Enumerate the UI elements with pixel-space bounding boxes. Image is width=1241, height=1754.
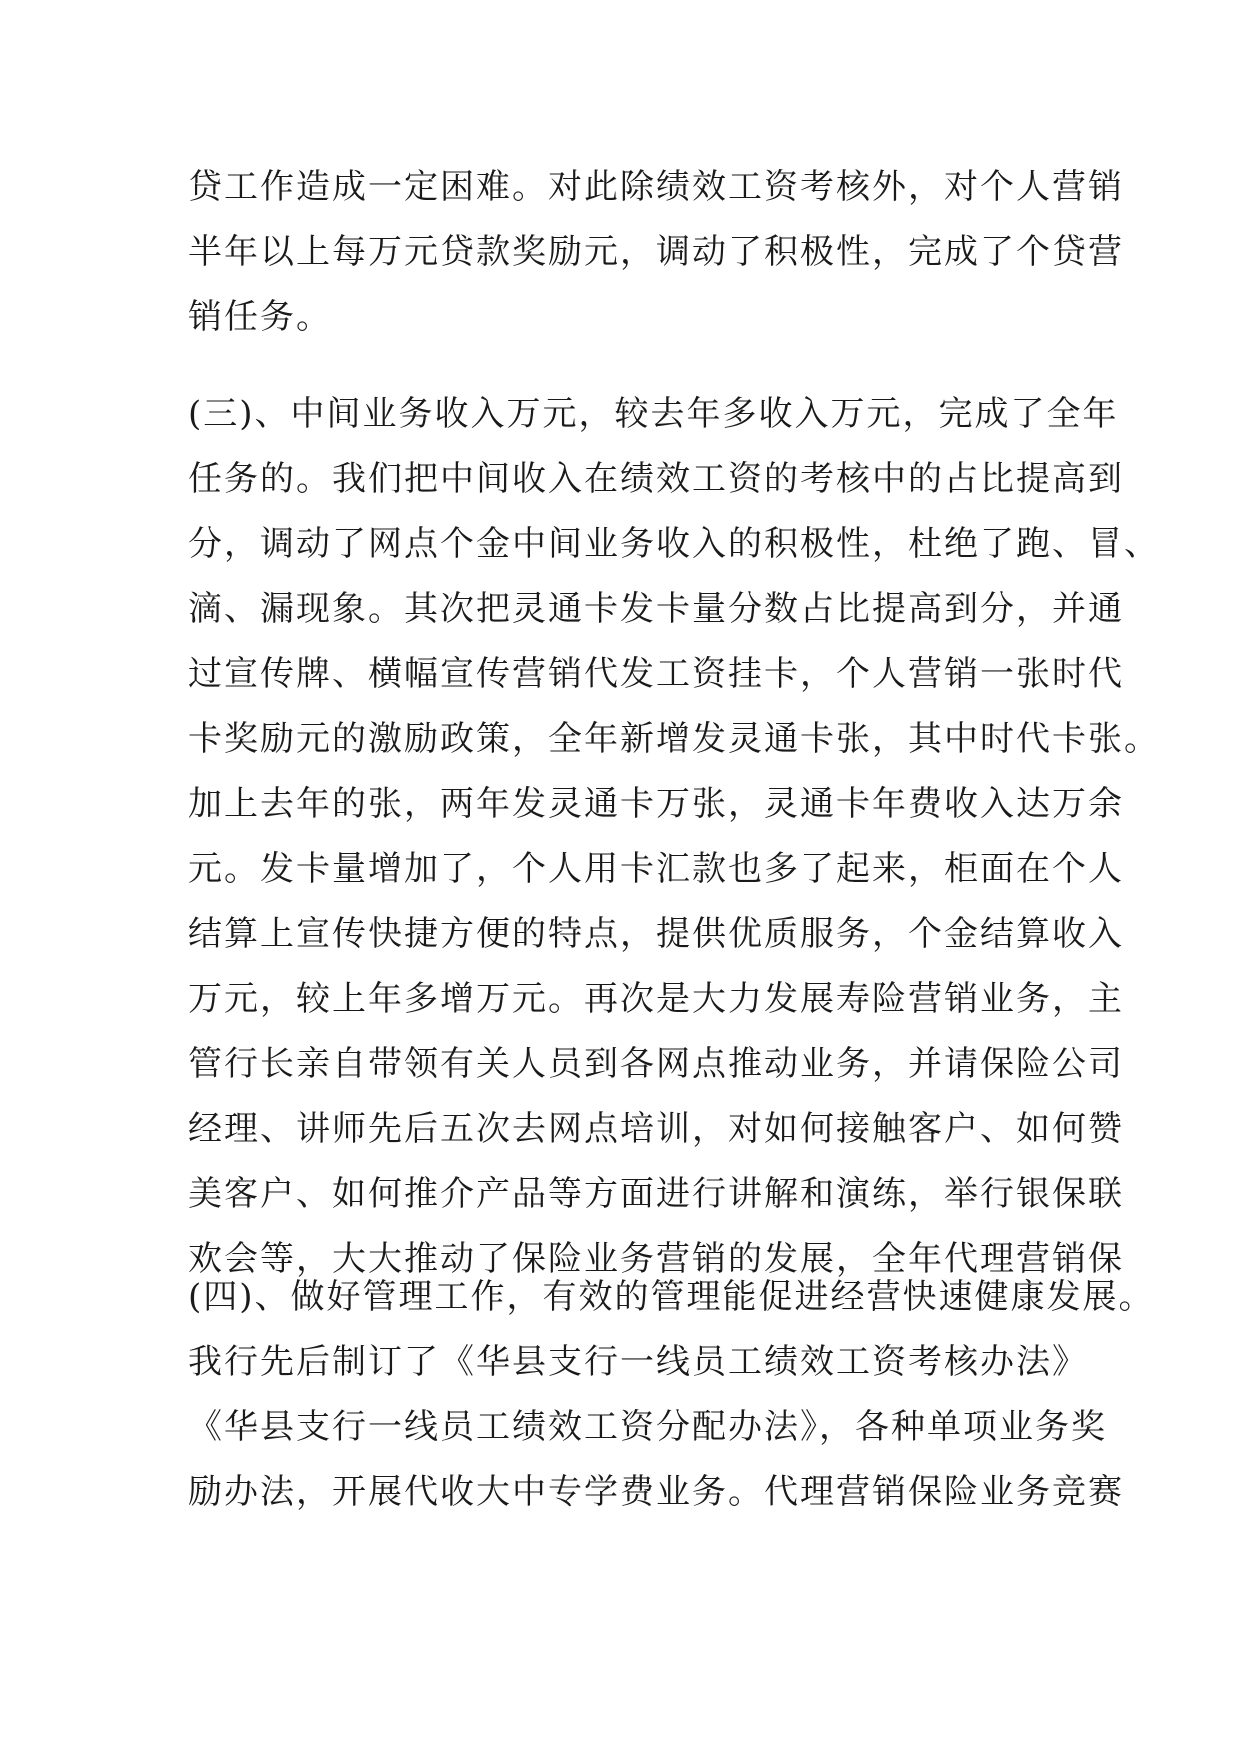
text-line: (三)、中间业务收入万元，较去年多收入万元，完成了全年 xyxy=(188,394,1119,434)
text-line: 销任务。 xyxy=(188,297,332,337)
paragraph-management-work xyxy=(188,1265,1155,1525)
text-line: 卡奖励元的激励政策，全年新增发灵通卡张，其中时代卡张。 xyxy=(188,719,1160,759)
text-line: 结算上宣传快捷方便的特点，提供优质服务，个金结算收入 xyxy=(188,914,1124,954)
paragraph-personal-loan-incentive xyxy=(188,155,1124,350)
text-line: 管行长亲自带领有关人员到各网点推动业务，并请保险公司 xyxy=(188,1044,1124,1084)
text-line: 《华县支行一线员工绩效工资分配办法》，各种单项业务奖 xyxy=(188,1407,1107,1447)
text-line: 励办法，开展代收大中专学费业务。代理营销保险业务竞赛 xyxy=(188,1472,1124,1512)
text-line: (四)、做好管理工作，有效的管理能促进经营快速健康发展。 xyxy=(188,1277,1155,1317)
text-line: 元。发卡量增加了，个人用卡汇款也多了起来，柜面在个人 xyxy=(188,849,1124,889)
text-line: 经理、讲师先后五次去网点培训，对如何接触客户、如何赞 xyxy=(188,1109,1124,1149)
text-line: 分，调动了网点个金中间业务收入的积极性，杜绝了跑、冒、 xyxy=(188,524,1160,564)
paragraph-intermediate-business-income xyxy=(188,382,1160,1292)
text-line: 滴、漏现象。其次把灵通卡发卡量分数占比提高到分，并通 xyxy=(188,589,1124,629)
text-line: 万元，较上年多增万元。再次是大力发展寿险营销业务，主 xyxy=(188,979,1124,1019)
text-line: 加上去年的张，两年发灵通卡万张，灵通卡年费收入达万余 xyxy=(188,784,1124,824)
text-line: 美客户、如何推介产品等方面进行讲解和演练，举行银保联 xyxy=(188,1174,1124,1214)
text-line: 任务的。我们把中间收入在绩效工资的考核中的占比提高到 xyxy=(188,459,1124,499)
text-line: 过宣传牌、横幅宣传营销代发工资挂卡，个人营销一张时代 xyxy=(188,654,1124,694)
text-line: 我行先后制订了《华县支行一线员工绩效工资考核办法》 xyxy=(188,1342,1088,1382)
text-line: 贷工作造成一定困难。对此除绩效工资考核外，对个人营销 xyxy=(188,167,1124,207)
text-line: 半年以上每万元贷款奖励元，调动了积极性，完成了个贷营 xyxy=(188,232,1124,272)
text-line: 欢会等，大大推动了保险业务营销的发展，全年代理营销保 xyxy=(188,1239,1124,1279)
